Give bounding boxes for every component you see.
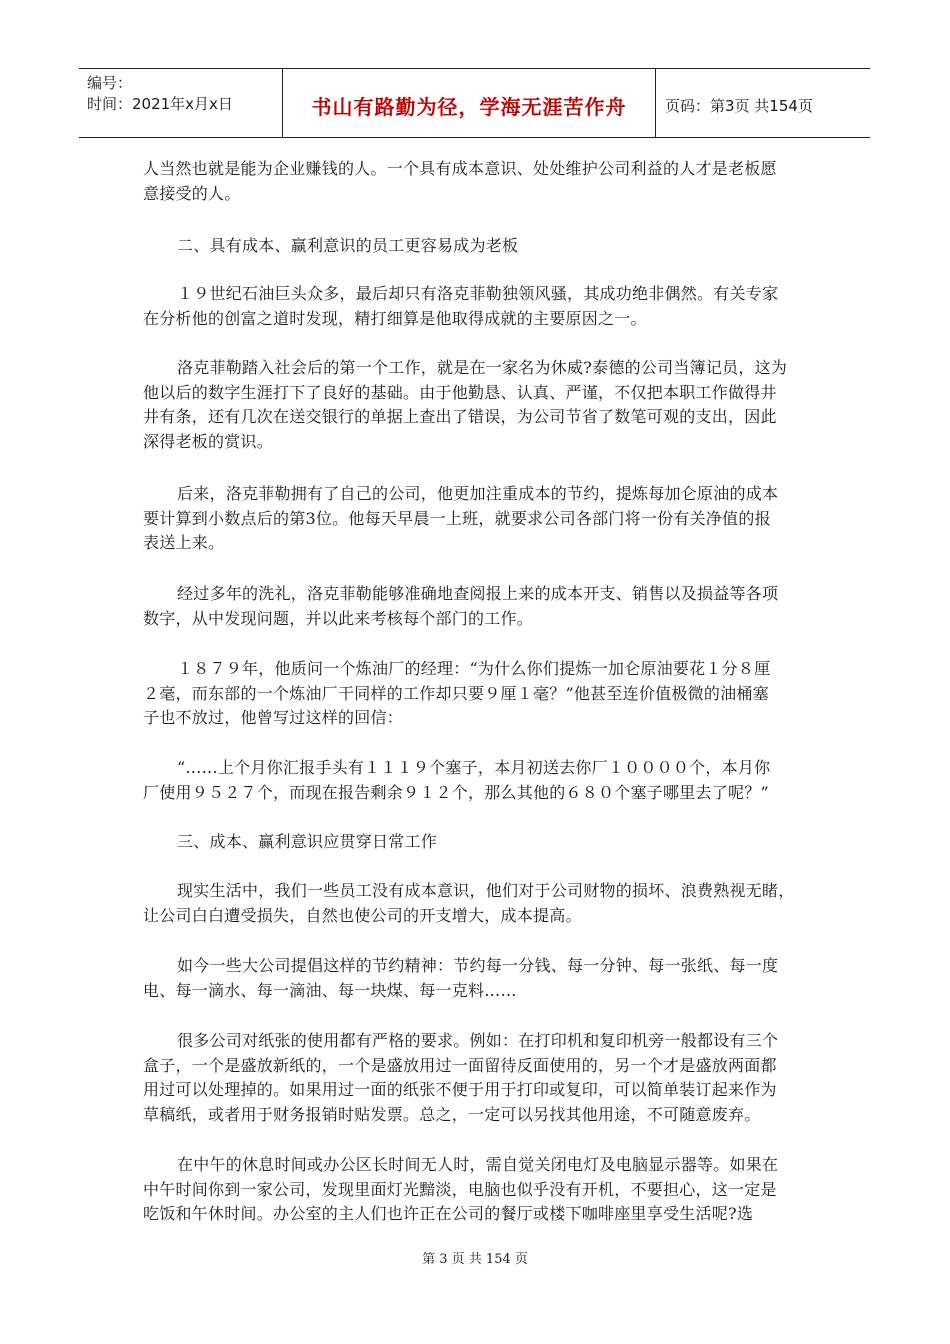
- footer-page-number: 第 3 页 共 154 页: [422, 1252, 528, 1267]
- paragraph-line: 用过可以处理掉的。如果用过一面的纸张不便于用于打印或复印，可以简单装订起来作为: [143, 1080, 777, 1099]
- paragraph-line: 吃饭和午休时间。办公室的主人们也许正在公司的餐厅或楼下咖啡座里享受生活呢?选: [143, 1204, 754, 1223]
- paragraph-line: 电、每一滴水、每一滴油、每一块煤、每一克料……: [143, 980, 517, 1000]
- paragraph-line: 现实生活中，我们一些员工没有成本意识，他们对于公司财物的损坏、浪费熟视无睹，: [177, 881, 795, 900]
- header-page-info: 页码：第3页 共154页: [665, 96, 813, 115]
- paragraph-line: 在中午的休息时间或办公区长时间无人时，需自觉关闭电灯及电脑显示器等。如果在: [177, 1155, 779, 1174]
- paragraph-line: 很多公司对纸张的使用都有严格的要求。例如：在打印机和复印机旁一般都设有三个: [177, 1031, 779, 1050]
- paragraph-line: ２毫，而东部的一个炼油厂干同样的工作却只要９厘１毫？”他甚至连价值极微的油桶塞: [143, 683, 769, 703]
- paragraph-line: 盒子，一个是盛放新纸的，一个是盛放用过一面留待反面使用的，另一个才是盛放两面都: [143, 1055, 777, 1075]
- paragraph-line: 深得老板的赏识。: [143, 431, 274, 451]
- document-date: 时间：2021年x月x日: [87, 95, 233, 113]
- paragraph-line: 让公司白白遭受损失，自然也使公司的开支增大，成本提高。: [143, 905, 582, 925]
- paragraph-line: 在分析他的创富之道时发现，精打细算是他取得成就的主要原因之一。: [143, 308, 647, 328]
- paragraph-line: 如今一些大公司提倡这样的节约精神：节约每一分钱、每一分钟、每一张纸、每一度: [177, 956, 779, 975]
- paragraph-line: 经过多年的洗礼，洛克菲勒能够准确地查阅报上来的成本开支、销售以及损益等各项: [177, 584, 779, 603]
- paragraph-line: 中午时间你到一家公司，发现里面灯光黯淡，电脑也似乎没有开机，不要担心，这一定是: [143, 1179, 777, 1199]
- header-meta: [79, 69, 282, 137]
- page-footer: [0, 1248, 950, 1267]
- header-page-info-cell: [656, 69, 870, 137]
- paragraph-line: 数字，从中发现问题，并以此来考核每个部门的工作。: [143, 608, 534, 628]
- paragraph-line: 要计算到小数点后的第3位。他每天早晨一上班，就要求公司各部门将一份有关净值的报: [143, 508, 771, 528]
- paragraph-line: 三、成本、赢利意识应贯穿日常工作: [177, 832, 438, 851]
- header-motto-cell: [282, 69, 656, 137]
- paragraph-line: 意接受的人。: [143, 183, 241, 203]
- paragraph-line: 二、具有成本、赢利意识的员工更容易成为老板: [177, 236, 519, 255]
- header-motto: 书山有路勤为径，学海无涯苦作舟: [311, 94, 627, 119]
- paragraph-line: １９世纪石油巨头众多，最后却只有洛克菲勒独领风骚，其成功绝非偶然。有关专家: [177, 284, 779, 303]
- paragraph-line: １８７９年，他质问一个炼油厂的经理：“为什么你们提炼一加仑原油要花１分８厘: [177, 659, 771, 678]
- document-number-label: 编号：: [87, 74, 133, 92]
- paragraph-line: 后来，洛克菲勒拥有了自己的公司，他更加注重成本的节约，提炼每加仑原油的成本: [177, 484, 779, 503]
- paragraph-line: 洛克菲勒踏入社会后的第一个工作，就是在一家名为休威?泰德的公司当簿记员，这为: [177, 358, 788, 377]
- paragraph-line: 草稿纸，或者用于财务报销时贴发票。总之，一定可以另找其他用途，不可随意废弃。: [143, 1104, 761, 1124]
- paragraph-line: 表送上来。: [143, 533, 225, 552]
- paragraph-line: “……上个月你汇报手头有１１１９个塞子，本月初送去你厂１００００个，本月你: [177, 758, 771, 777]
- paragraph-line: 人当然也就是能为企业赚钱的人。一个具有成本意识、处处维护公司利益的人才是老板愿: [143, 159, 777, 178]
- paragraph-line: 他以后的数字生涯打下了良好的基础。由于他勤恳、认真、严谨，不仅把本职工作做得井: [143, 382, 777, 402]
- paragraph-line: 井有条，还有几次在送交银行的单据上查出了错误，为公司节省了数笔可观的支出，因此: [143, 407, 777, 426]
- paragraph-line: 厂使用９５２７个，而现在报告剩余９１２个，那么其他的６８０个塞子哪里去了呢？”: [143, 782, 769, 802]
- page-header: [79, 68, 870, 138]
- paragraph-line: 子也不放过，他曾写过这样的回信：: [143, 708, 404, 727]
